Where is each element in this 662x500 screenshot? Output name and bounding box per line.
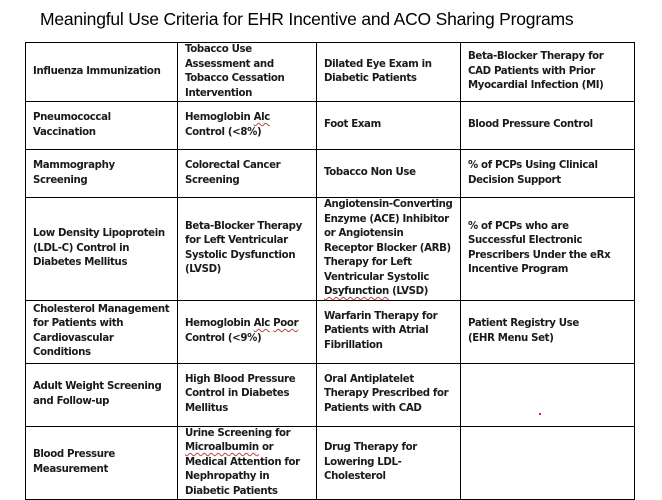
table-cell: Warfarin Therapy for Patients with Atrial Fibrillation xyxy=(317,300,461,363)
cell-text: (LVSD) xyxy=(388,286,429,297)
table-cell: % of PCPs Using Clinical Decision Support xyxy=(461,150,635,198)
table-cell xyxy=(461,300,635,363)
table-cell: Dilated Eye Exam in Diabetic Patients xyxy=(317,43,461,102)
table-cell: Beta-Blocker Therapy for CAD Patients with Prior Myocardial Infection (MI) xyxy=(461,43,635,102)
stray-mark xyxy=(539,413,541,415)
table-cell: Drug Therapy for Lowering LDL-Cholesterol xyxy=(317,426,461,500)
spellcheck-flagged-word: Microalbumin xyxy=(185,442,259,453)
table-cell: Tobacco Non Use xyxy=(317,150,461,198)
table-cell: % of PCPs who are Successful Electronic Prescribers Under the eRx Incentive Program xyxy=(461,198,635,301)
table-row xyxy=(26,426,635,500)
criteria-table xyxy=(25,42,635,500)
spellcheck-flagged-word: Poor xyxy=(273,318,299,329)
table-cell: Low Density Lipoprotein (LDL-C) Control in Diabetes Mellitus xyxy=(26,198,178,301)
table-row xyxy=(26,150,635,198)
table-row xyxy=(26,43,635,102)
spellcheck-flagged-word: Dsyfunction xyxy=(324,286,389,297)
table-cell: High Blood Pressure Control in Diabetes Mellitus xyxy=(178,363,317,426)
cell-line: Patient Registry Use xyxy=(468,318,579,329)
cell-text: Control (<9%) xyxy=(185,332,262,344)
table-cell: Colorectal Cancer Screening xyxy=(178,150,317,198)
table-cell: Blood Pressure Control xyxy=(461,102,635,150)
table-cell: Tobacco Use Assessment and Tobacco Cessation Intervention xyxy=(178,43,317,102)
table-cell: Cholesterol Management for Patients with Cardiovascular Conditions xyxy=(26,300,178,363)
table-cell: Influenza Immunization xyxy=(26,43,178,102)
table-cell: Oral Antiplatelet Therapy Prescribed for Patients with CAD xyxy=(317,363,461,426)
table-row xyxy=(26,198,635,301)
cell-text: Control (<8%) xyxy=(185,126,262,138)
spellcheck-flagged-word: Alc xyxy=(253,112,270,123)
table-cell: Blood Pressure Measurement xyxy=(26,426,178,500)
cell-text: Angiotensin-Converting Enzyme (ACE) Inhibitor or Angiotensin Receptor Blocker (ARB) Therapy for Left Ventricular Systolic xyxy=(324,199,453,283)
table-cell xyxy=(178,300,317,363)
table-row xyxy=(26,363,635,426)
table-cell xyxy=(178,102,317,150)
cell-line: (EHR Menu Set) xyxy=(468,332,554,344)
table-cell: Adult Weight Screening and Follow-up xyxy=(26,363,178,426)
table-row xyxy=(26,102,635,150)
cell-text: Hemoglobin xyxy=(185,112,254,123)
cell-text: Urine Screening for xyxy=(185,427,291,439)
table-cell-empty xyxy=(461,426,635,500)
table-cell xyxy=(178,426,317,500)
table-cell: Mammography Screening xyxy=(26,150,178,198)
document-title: Meaningful Use Criteria for EHR Incentive and ACO Sharing Programs xyxy=(40,9,574,29)
table-cell: Beta-Blocker Therapy for Left Ventricular Systolic Dysfunction (LVSD) xyxy=(178,198,317,301)
table-row xyxy=(26,300,635,363)
spellcheck-flagged-word: Alc xyxy=(253,318,270,329)
table-cell-empty xyxy=(461,363,635,426)
table-cell: Foot Exam xyxy=(317,102,461,150)
table-cell xyxy=(317,198,461,301)
cell-text: Hemoglobin xyxy=(185,318,254,329)
cell-text: or Medical Attention for Nephropathy in Diabetic Patients xyxy=(185,442,300,497)
table-cell: Pneumococcal Vaccination xyxy=(26,102,178,150)
